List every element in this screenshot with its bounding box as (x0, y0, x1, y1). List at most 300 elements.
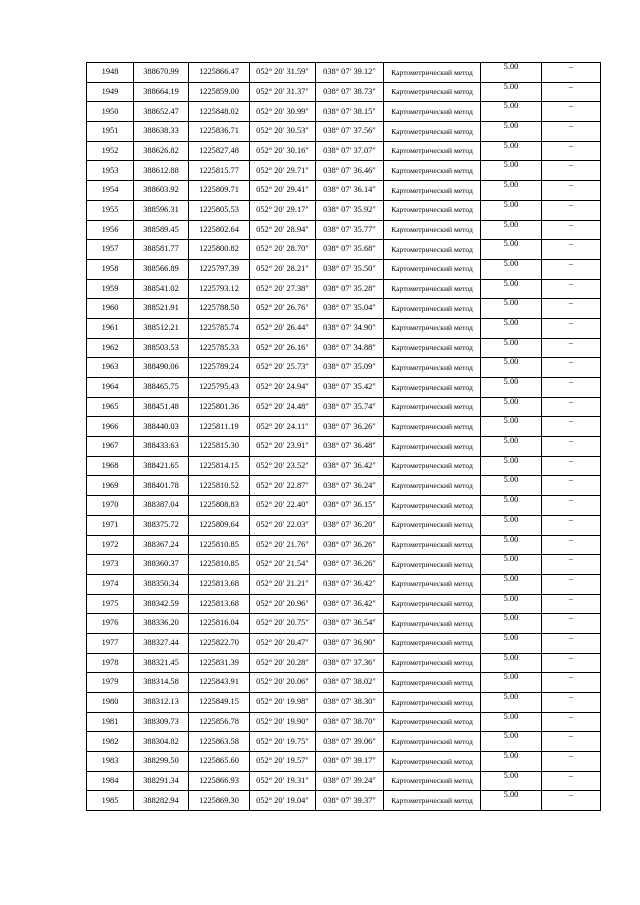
y-coordinate-cell: 1225816.04 (189, 614, 250, 634)
latitude-cell: 052° 20′ 19.75″ (250, 732, 316, 752)
longitude-cell: 038° 07′ 36.42″ (316, 594, 384, 614)
longitude-cell: 038° 07′ 35.28″ (316, 279, 384, 299)
point-number-cell: 1956 (87, 220, 134, 240)
note-cell: – (542, 82, 601, 102)
method-cell: Картометрический метод (384, 141, 481, 161)
coordinates-table (86, 62, 601, 811)
y-coordinate-cell: 1225809.64 (189, 515, 250, 535)
x-coordinate-cell: 388367.24 (134, 535, 189, 555)
accuracy-cell: 5.00 (481, 397, 542, 417)
longitude-cell: 038° 07′ 34.90″ (316, 318, 384, 338)
x-coordinate-cell: 388596.31 (134, 200, 189, 220)
table-body (87, 63, 601, 811)
note-cell: – (542, 712, 601, 732)
point-number-cell: 1959 (87, 279, 134, 299)
table-row (87, 141, 601, 161)
latitude-cell: 052° 20′ 22.87″ (250, 476, 316, 496)
method-cell: Картометрический метод (384, 712, 481, 732)
longitude-cell: 038° 07′ 39.37″ (316, 791, 384, 811)
longitude-cell: 038° 07′ 38.15″ (316, 102, 384, 122)
point-number-cell: 1976 (87, 614, 134, 634)
point-number-cell: 1964 (87, 378, 134, 398)
note-cell: – (542, 693, 601, 713)
accuracy-cell: 5.00 (481, 338, 542, 358)
method-cell: Картометрический метод (384, 515, 481, 535)
point-number-cell: 1963 (87, 358, 134, 378)
longitude-cell: 038° 07′ 36.42″ (316, 456, 384, 476)
table-row (87, 102, 601, 122)
y-coordinate-cell: 1225815.30 (189, 437, 250, 457)
x-coordinate-cell: 388589.45 (134, 220, 189, 240)
method-cell: Картометрический метод (384, 535, 481, 555)
y-coordinate-cell: 1225800.82 (189, 240, 250, 260)
longitude-cell: 038° 07′ 36.26″ (316, 417, 384, 437)
method-cell: Картометрический метод (384, 259, 481, 279)
accuracy-cell: 5.00 (481, 181, 542, 201)
method-cell: Картометрический метод (384, 200, 481, 220)
table-row (87, 791, 601, 811)
y-coordinate-cell: 1225863.58 (189, 732, 250, 752)
longitude-cell: 038° 07′ 35.09″ (316, 358, 384, 378)
latitude-cell: 052° 20′ 24.48″ (250, 397, 316, 417)
x-coordinate-cell: 388304.82 (134, 732, 189, 752)
longitude-cell: 038° 07′ 38.73″ (316, 82, 384, 102)
y-coordinate-cell: 1225866.47 (189, 63, 250, 83)
accuracy-cell: 5.00 (481, 358, 542, 378)
latitude-cell: 052° 20′ 19.31″ (250, 771, 316, 791)
latitude-cell: 052° 20′ 21.54″ (250, 555, 316, 575)
point-number-cell: 1958 (87, 259, 134, 279)
point-number-cell: 1949 (87, 82, 134, 102)
x-coordinate-cell: 388541.02 (134, 279, 189, 299)
accuracy-cell: 5.00 (481, 673, 542, 693)
accuracy-cell: 5.00 (481, 299, 542, 319)
longitude-cell: 038° 07′ 38.02″ (316, 673, 384, 693)
y-coordinate-cell: 1225866.93 (189, 771, 250, 791)
note-cell: – (542, 653, 601, 673)
accuracy-cell: 5.00 (481, 614, 542, 634)
accuracy-cell: 5.00 (481, 594, 542, 614)
note-cell: – (542, 732, 601, 752)
method-cell: Картометрический метод (384, 82, 481, 102)
longitude-cell: 038° 07′ 36.54″ (316, 614, 384, 634)
table-row (87, 299, 601, 319)
latitude-cell: 052° 20′ 20.96″ (250, 594, 316, 614)
x-coordinate-cell: 388342.59 (134, 594, 189, 614)
method-cell: Картометрический метод (384, 437, 481, 457)
y-coordinate-cell: 1225848.02 (189, 102, 250, 122)
method-cell: Картометрический метод (384, 102, 481, 122)
y-coordinate-cell: 1225801.36 (189, 397, 250, 417)
y-coordinate-cell: 1225865.60 (189, 752, 250, 772)
method-cell: Картометрический метод (384, 496, 481, 516)
method-cell: Картометрический метод (384, 476, 481, 496)
table-row (87, 259, 601, 279)
longitude-cell: 038° 07′ 36.26″ (316, 535, 384, 555)
longitude-cell: 038° 07′ 34.88″ (316, 338, 384, 358)
point-number-cell: 1978 (87, 653, 134, 673)
longitude-cell: 038° 07′ 35.74″ (316, 397, 384, 417)
table-row (87, 358, 601, 378)
latitude-cell: 052° 20′ 19.98″ (250, 693, 316, 713)
accuracy-cell: 5.00 (481, 476, 542, 496)
latitude-cell: 052° 20′ 19.57″ (250, 752, 316, 772)
longitude-cell: 038° 07′ 37.56″ (316, 122, 384, 142)
point-number-cell: 1979 (87, 673, 134, 693)
latitude-cell: 052° 20′ 22.03″ (250, 515, 316, 535)
method-cell: Картометрический метод (384, 673, 481, 693)
latitude-cell: 052° 20′ 23.91″ (250, 437, 316, 457)
note-cell: – (542, 358, 601, 378)
x-coordinate-cell: 388321.45 (134, 653, 189, 673)
table-row (87, 614, 601, 634)
accuracy-cell: 5.00 (481, 712, 542, 732)
method-cell: Картометрический метод (384, 358, 481, 378)
method-cell: Картометрический метод (384, 574, 481, 594)
note-cell: – (542, 299, 601, 319)
x-coordinate-cell: 388664.19 (134, 82, 189, 102)
table-row (87, 673, 601, 693)
table-row (87, 456, 601, 476)
note-cell: – (542, 397, 601, 417)
x-coordinate-cell: 388387.04 (134, 496, 189, 516)
method-cell: Картометрический метод (384, 653, 481, 673)
method-cell: Картометрический метод (384, 397, 481, 417)
longitude-cell: 038° 07′ 36.24″ (316, 476, 384, 496)
point-number-cell: 1980 (87, 693, 134, 713)
latitude-cell: 052° 20′ 28.94″ (250, 220, 316, 240)
x-coordinate-cell: 388512.21 (134, 318, 189, 338)
longitude-cell: 038° 07′ 36.90″ (316, 633, 384, 653)
longitude-cell: 038° 07′ 36.14″ (316, 181, 384, 201)
accuracy-cell: 5.00 (481, 496, 542, 516)
latitude-cell: 052° 20′ 22.40″ (250, 496, 316, 516)
method-cell: Картометрический метод (384, 693, 481, 713)
x-coordinate-cell: 388440.03 (134, 417, 189, 437)
y-coordinate-cell: 1225810.85 (189, 535, 250, 555)
point-number-cell: 1981 (87, 712, 134, 732)
method-cell: Картометрический метод (384, 791, 481, 811)
longitude-cell: 038° 07′ 38.70″ (316, 712, 384, 732)
accuracy-cell: 5.00 (481, 102, 542, 122)
table-row (87, 555, 601, 575)
accuracy-cell: 5.00 (481, 732, 542, 752)
table-row (87, 63, 601, 83)
x-coordinate-cell: 388327.44 (134, 633, 189, 653)
accuracy-cell: 5.00 (481, 200, 542, 220)
accuracy-cell: 5.00 (481, 259, 542, 279)
method-cell: Картометрический метод (384, 633, 481, 653)
longitude-cell: 038° 07′ 37.07″ (316, 141, 384, 161)
note-cell: – (542, 673, 601, 693)
latitude-cell: 052° 20′ 31.59″ (250, 63, 316, 83)
x-coordinate-cell: 388566.89 (134, 259, 189, 279)
accuracy-cell: 5.00 (481, 240, 542, 260)
method-cell: Картометрический метод (384, 378, 481, 398)
table-row (87, 200, 601, 220)
latitude-cell: 052° 20′ 30.53″ (250, 122, 316, 142)
x-coordinate-cell: 388465.75 (134, 378, 189, 398)
accuracy-cell: 5.00 (481, 378, 542, 398)
accuracy-cell: 5.00 (481, 456, 542, 476)
latitude-cell: 052° 20′ 26.16″ (250, 338, 316, 358)
table-row (87, 417, 601, 437)
y-coordinate-cell: 1225805.53 (189, 200, 250, 220)
latitude-cell: 052° 20′ 31.37″ (250, 82, 316, 102)
longitude-cell: 038° 07′ 37.36″ (316, 653, 384, 673)
y-coordinate-cell: 1225843.91 (189, 673, 250, 693)
latitude-cell: 052° 20′ 28.70″ (250, 240, 316, 260)
latitude-cell: 052° 20′ 23.52″ (250, 456, 316, 476)
table-row (87, 496, 601, 516)
note-cell: – (542, 574, 601, 594)
latitude-cell: 052° 20′ 20.06″ (250, 673, 316, 693)
point-number-cell: 1969 (87, 476, 134, 496)
note-cell: – (542, 240, 601, 260)
table-row (87, 515, 601, 535)
table-row (87, 653, 601, 673)
longitude-cell: 038° 07′ 35.92″ (316, 200, 384, 220)
y-coordinate-cell: 1225849.15 (189, 693, 250, 713)
point-number-cell: 1972 (87, 535, 134, 555)
latitude-cell: 052° 20′ 30.99″ (250, 102, 316, 122)
x-coordinate-cell: 388503.53 (134, 338, 189, 358)
x-coordinate-cell: 388612.88 (134, 161, 189, 181)
table-row (87, 279, 601, 299)
latitude-cell: 052° 20′ 20.47″ (250, 633, 316, 653)
accuracy-cell: 5.00 (481, 574, 542, 594)
x-coordinate-cell: 388490.06 (134, 358, 189, 378)
y-coordinate-cell: 1225859.00 (189, 82, 250, 102)
y-coordinate-cell: 1225793.12 (189, 279, 250, 299)
y-coordinate-cell: 1225788.50 (189, 299, 250, 319)
latitude-cell: 052° 20′ 24.94″ (250, 378, 316, 398)
method-cell: Картометрический метод (384, 771, 481, 791)
table-row (87, 693, 601, 713)
accuracy-cell: 5.00 (481, 791, 542, 811)
x-coordinate-cell: 388421.65 (134, 456, 189, 476)
point-number-cell: 1957 (87, 240, 134, 260)
point-number-cell: 1960 (87, 299, 134, 319)
method-cell: Картометрический метод (384, 240, 481, 260)
table-row (87, 732, 601, 752)
note-cell: – (542, 752, 601, 772)
point-number-cell: 1982 (87, 732, 134, 752)
x-coordinate-cell: 388638.33 (134, 122, 189, 142)
table-row (87, 476, 601, 496)
latitude-cell: 052° 20′ 29.41″ (250, 181, 316, 201)
point-number-cell: 1985 (87, 791, 134, 811)
note-cell: – (542, 220, 601, 240)
note-cell: – (542, 161, 601, 181)
method-cell: Картометрический метод (384, 122, 481, 142)
point-number-cell: 1968 (87, 456, 134, 476)
latitude-cell: 052° 20′ 25.73″ (250, 358, 316, 378)
point-number-cell: 1974 (87, 574, 134, 594)
point-number-cell: 1984 (87, 771, 134, 791)
longitude-cell: 038° 07′ 36.15″ (316, 496, 384, 516)
accuracy-cell: 5.00 (481, 752, 542, 772)
note-cell: – (542, 338, 601, 358)
method-cell: Картометрический метод (384, 614, 481, 634)
table-row (87, 574, 601, 594)
longitude-cell: 038° 07′ 35.50″ (316, 259, 384, 279)
x-coordinate-cell: 388309.73 (134, 712, 189, 732)
point-number-cell: 1967 (87, 437, 134, 457)
longitude-cell: 038° 07′ 38.30″ (316, 693, 384, 713)
point-number-cell: 1961 (87, 318, 134, 338)
note-cell: – (542, 378, 601, 398)
table-row (87, 240, 601, 260)
longitude-cell: 038° 07′ 36.46″ (316, 161, 384, 181)
accuracy-cell: 5.00 (481, 122, 542, 142)
note-cell: – (542, 476, 601, 496)
point-number-cell: 1953 (87, 161, 134, 181)
point-number-cell: 1951 (87, 122, 134, 142)
method-cell: Картометрический метод (384, 318, 481, 338)
note-cell: – (542, 594, 601, 614)
x-coordinate-cell: 388282.94 (134, 791, 189, 811)
note-cell: – (542, 555, 601, 575)
y-coordinate-cell: 1225809.71 (189, 181, 250, 201)
note-cell: – (542, 200, 601, 220)
longitude-cell: 038° 07′ 39.06″ (316, 732, 384, 752)
note-cell: – (542, 259, 601, 279)
longitude-cell: 038° 07′ 35.42″ (316, 378, 384, 398)
note-cell: – (542, 417, 601, 437)
accuracy-cell: 5.00 (481, 63, 542, 83)
table-row (87, 397, 601, 417)
longitude-cell: 038° 07′ 39.17″ (316, 752, 384, 772)
y-coordinate-cell: 1225785.74 (189, 318, 250, 338)
note-cell: – (542, 496, 601, 516)
point-number-cell: 1971 (87, 515, 134, 535)
latitude-cell: 052° 20′ 29.71″ (250, 161, 316, 181)
longitude-cell: 038° 07′ 39.24″ (316, 771, 384, 791)
y-coordinate-cell: 1225811.19 (189, 417, 250, 437)
accuracy-cell: 5.00 (481, 82, 542, 102)
table-row (87, 437, 601, 457)
point-number-cell: 1965 (87, 397, 134, 417)
x-coordinate-cell: 388350.34 (134, 574, 189, 594)
accuracy-cell: 5.00 (481, 693, 542, 713)
latitude-cell: 052° 20′ 27.38″ (250, 279, 316, 299)
point-number-cell: 1952 (87, 141, 134, 161)
table-row (87, 594, 601, 614)
latitude-cell: 052° 20′ 30.16″ (250, 141, 316, 161)
x-coordinate-cell: 388451.48 (134, 397, 189, 417)
accuracy-cell: 5.00 (481, 555, 542, 575)
method-cell: Картометрический метод (384, 456, 481, 476)
method-cell: Картометрический метод (384, 732, 481, 752)
point-number-cell: 1983 (87, 752, 134, 772)
accuracy-cell: 5.00 (481, 417, 542, 437)
table-row (87, 712, 601, 732)
longitude-cell: 038° 07′ 35.68″ (316, 240, 384, 260)
latitude-cell: 052° 20′ 19.04″ (250, 791, 316, 811)
x-coordinate-cell: 388433.63 (134, 437, 189, 457)
x-coordinate-cell: 388626.82 (134, 141, 189, 161)
method-cell: Картометрический метод (384, 181, 481, 201)
note-cell: – (542, 102, 601, 122)
y-coordinate-cell: 1225836.71 (189, 122, 250, 142)
point-number-cell: 1962 (87, 338, 134, 358)
note-cell: – (542, 122, 601, 142)
y-coordinate-cell: 1225810.85 (189, 555, 250, 575)
note-cell: – (542, 181, 601, 201)
point-number-cell: 1970 (87, 496, 134, 516)
accuracy-cell: 5.00 (481, 771, 542, 791)
x-coordinate-cell: 388291.34 (134, 771, 189, 791)
method-cell: Картометрический метод (384, 555, 481, 575)
x-coordinate-cell: 388314.58 (134, 673, 189, 693)
x-coordinate-cell: 388670.99 (134, 63, 189, 83)
y-coordinate-cell: 1225797.39 (189, 259, 250, 279)
method-cell: Картометрический метод (384, 220, 481, 240)
method-cell: Картометрический метод (384, 63, 481, 83)
note-cell: – (542, 515, 601, 535)
note-cell: – (542, 141, 601, 161)
y-coordinate-cell: 1225789.24 (189, 358, 250, 378)
y-coordinate-cell: 1225815.77 (189, 161, 250, 181)
y-coordinate-cell: 1225814.15 (189, 456, 250, 476)
table-row (87, 752, 601, 772)
accuracy-cell: 5.00 (481, 515, 542, 535)
latitude-cell: 052° 20′ 28.21″ (250, 259, 316, 279)
y-coordinate-cell: 1225822.70 (189, 633, 250, 653)
longitude-cell: 038° 07′ 35.77″ (316, 220, 384, 240)
x-coordinate-cell: 388401.78 (134, 476, 189, 496)
note-cell: – (542, 614, 601, 634)
x-coordinate-cell: 388312.13 (134, 693, 189, 713)
note-cell: – (542, 63, 601, 83)
accuracy-cell: 5.00 (481, 437, 542, 457)
note-cell: – (542, 456, 601, 476)
table-row (87, 338, 601, 358)
x-coordinate-cell: 388360.37 (134, 555, 189, 575)
table-row (87, 122, 601, 142)
y-coordinate-cell: 1225869.30 (189, 791, 250, 811)
accuracy-cell: 5.00 (481, 279, 542, 299)
x-coordinate-cell: 388581.77 (134, 240, 189, 260)
y-coordinate-cell: 1225808.83 (189, 496, 250, 516)
table-row (87, 535, 601, 555)
latitude-cell: 052° 20′ 21.76″ (250, 535, 316, 555)
latitude-cell: 052° 20′ 19.90″ (250, 712, 316, 732)
y-coordinate-cell: 1225813.68 (189, 574, 250, 594)
method-cell: Картометрический метод (384, 417, 481, 437)
table-row (87, 181, 601, 201)
longitude-cell: 038° 07′ 39.12″ (316, 63, 384, 83)
x-coordinate-cell: 388652.47 (134, 102, 189, 122)
note-cell: – (542, 535, 601, 555)
note-cell: – (542, 318, 601, 338)
longitude-cell: 038° 07′ 36.20″ (316, 515, 384, 535)
y-coordinate-cell: 1225810.52 (189, 476, 250, 496)
point-number-cell: 1977 (87, 633, 134, 653)
method-cell: Картометрический метод (384, 161, 481, 181)
point-number-cell: 1948 (87, 63, 134, 83)
accuracy-cell: 5.00 (481, 318, 542, 338)
note-cell: – (542, 279, 601, 299)
y-coordinate-cell: 1225831.39 (189, 653, 250, 673)
y-coordinate-cell: 1225785.33 (189, 338, 250, 358)
note-cell: – (542, 771, 601, 791)
point-number-cell: 1973 (87, 555, 134, 575)
point-number-cell: 1975 (87, 594, 134, 614)
x-coordinate-cell: 388299.50 (134, 752, 189, 772)
method-cell: Картометрический метод (384, 338, 481, 358)
